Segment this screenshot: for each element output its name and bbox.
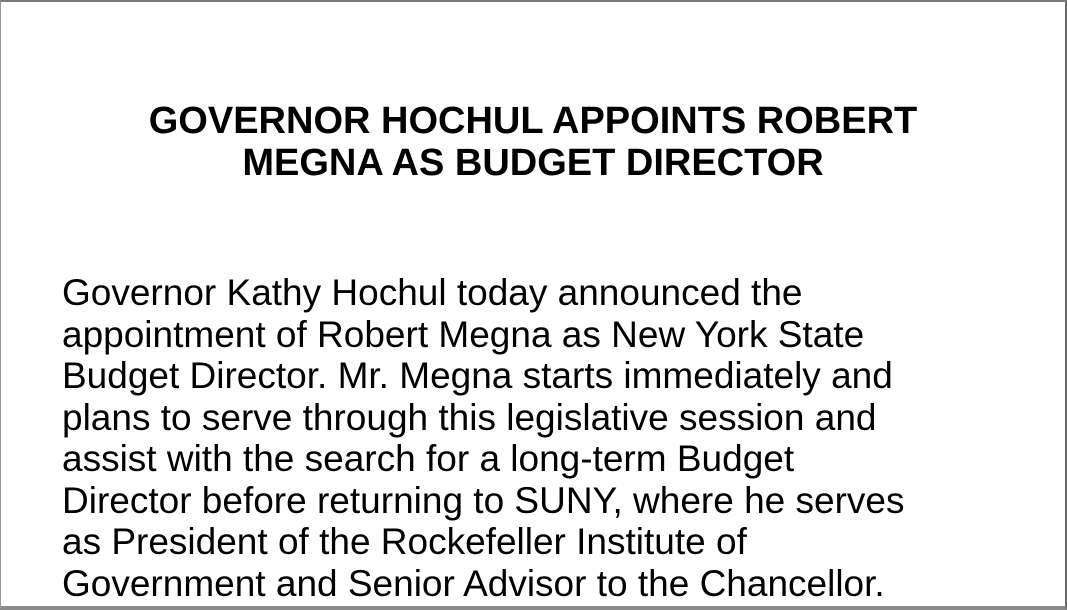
body-line-5: assist with the search for a long-term Budget: [62, 438, 795, 479]
body-line-3: Budget Director. Mr. Megna starts immediately and: [62, 355, 893, 396]
body-paragraph: [62, 272, 1035, 604]
headline-line-1: GOVERNOR HOCHUL APPOINTS ROBERT: [148, 100, 918, 142]
body-line-7: as President of the Rockefeller Institute of: [62, 521, 747, 562]
body-line-6: Director before returning to SUNY, where he serves: [62, 479, 905, 521]
body-line-1: Governor Kathy Hochul today announced the: [62, 272, 803, 313]
body-line-2: appointment of Robert Megna as New York State: [62, 313, 865, 355]
body-line-8: Government and Senior Advisor to the Chancellor.: [62, 562, 885, 604]
headline-line-2: MEGNA AS BUDGET DIRECTOR: [242, 142, 824, 184]
body-line-4: plans to serve through this legislative session and: [62, 396, 877, 438]
headline: [41, 100, 1025, 184]
